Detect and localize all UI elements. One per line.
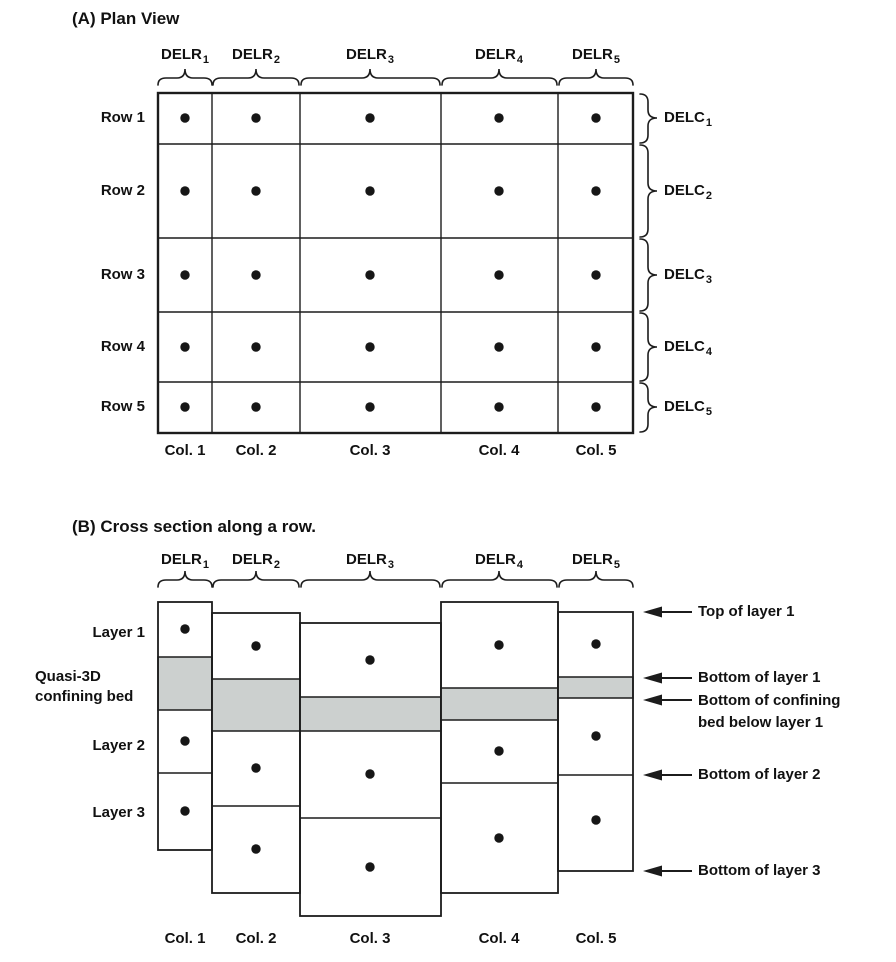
delr-subscript: 4	[516, 559, 523, 571]
node-dot	[251, 270, 260, 279]
node-dot	[180, 624, 189, 633]
node-dot	[180, 402, 189, 411]
delc-brace-1	[640, 94, 657, 143]
delc-base: DELC	[664, 338, 705, 355]
delc-label-1	[664, 109, 712, 128]
delr-brace-5	[559, 571, 633, 587]
delr-base: DELR	[346, 551, 387, 568]
delr-label-1	[145, 46, 225, 65]
node-dot	[591, 113, 600, 122]
delr-label-4	[459, 46, 539, 65]
node-dot	[365, 402, 374, 411]
delr-base: DELR	[232, 551, 273, 568]
layer-3-label: Layer 3	[92, 804, 145, 821]
delr-subscript: 2	[273, 54, 280, 66]
confining-bed-label	[35, 667, 133, 707]
annotation-arrows	[643, 607, 692, 877]
plan-delr-braces	[158, 69, 633, 85]
delc-label-5	[664, 398, 712, 417]
panel-a-title: (A) Plan View	[72, 9, 180, 28]
delr-subscript: 5	[613, 559, 620, 571]
node-dot	[494, 113, 503, 122]
cross-columns	[158, 602, 633, 916]
delr-brace-3	[301, 69, 440, 85]
cross-col-label-3: Col. 3	[349, 930, 391, 947]
confining-bed-label-line2: confining bed	[35, 688, 134, 705]
delc-subscript: 5	[705, 406, 712, 418]
delc-brace-4	[640, 313, 657, 381]
delr-base: DELR	[572, 46, 613, 63]
arrow-head-icon	[643, 607, 662, 618]
node-dot	[365, 655, 374, 664]
delr-subscript: 5	[613, 54, 620, 66]
node-dot	[251, 844, 260, 853]
delc-brace-3	[640, 239, 657, 311]
delr-brace-2	[213, 69, 299, 85]
node-dot	[591, 402, 600, 411]
arrow-head-icon	[643, 770, 662, 781]
delc-label-3	[664, 266, 712, 285]
node-dot	[365, 862, 374, 871]
node-dot	[365, 769, 374, 778]
node-dot	[365, 270, 374, 279]
node-dot	[365, 186, 374, 195]
node-dot	[180, 270, 189, 279]
node-dot	[494, 833, 503, 842]
delr-label-3	[330, 46, 410, 65]
confining-bed-col4	[441, 688, 558, 720]
node-dot	[591, 270, 600, 279]
confining-bed-label-line1: Quasi-3D	[35, 668, 101, 685]
delc-brace-5	[640, 383, 657, 432]
node-dot	[591, 342, 600, 351]
cross-col-label-5: Col. 5	[575, 930, 617, 947]
delr-subscript: 4	[516, 54, 523, 66]
row-label-1: Row 1	[100, 109, 145, 126]
delc-label-2	[664, 182, 712, 201]
delc-brace-2	[640, 145, 657, 237]
node-dot	[365, 342, 374, 351]
delr-base: DELR	[161, 551, 202, 568]
delr-brace-4	[442, 571, 557, 587]
plan-col-label-1: Col. 1	[164, 442, 206, 459]
annotation-top-of-layer1: Top of layer 1	[698, 603, 795, 620]
node-dot	[251, 186, 260, 195]
delr-label-4	[459, 551, 539, 570]
confining-bed-col5	[558, 677, 633, 698]
node-dot	[180, 113, 189, 122]
plan-col-label-4: Col. 4	[478, 442, 520, 459]
delr-brace-5	[559, 69, 633, 85]
plan-node-dots	[180, 113, 600, 411]
delr-label-2	[216, 46, 296, 65]
plan-col-label-5: Col. 5	[575, 442, 617, 459]
delr-label-2	[216, 551, 296, 570]
node-dot	[251, 402, 260, 411]
node-dot	[591, 731, 600, 740]
confining-bed-col2	[212, 679, 300, 731]
plan-col-label-2: Col. 2	[235, 442, 277, 459]
cross-col-label-4: Col. 4	[478, 930, 520, 947]
delc-subscript: 2	[705, 190, 712, 202]
layer-1-label: Layer 1	[92, 624, 145, 641]
layer-2-label: Layer 2	[92, 737, 145, 754]
node-dot	[365, 113, 374, 122]
delr-base: DELR	[232, 46, 273, 63]
delc-base: DELC	[664, 182, 705, 199]
annotation-bottom-of-confining-line2: bed below layer 1	[698, 714, 824, 731]
row-label-2: Row 2	[100, 182, 145, 199]
node-dot	[251, 763, 260, 772]
delc-base: DELC	[664, 398, 705, 415]
delr-base: DELR	[475, 46, 516, 63]
node-dot	[494, 640, 503, 649]
node-dot	[591, 639, 600, 648]
delr-brace-3	[301, 571, 440, 587]
arrow-head-icon	[643, 866, 662, 877]
node-dot	[251, 113, 260, 122]
node-dot	[494, 402, 503, 411]
delr-subscript: 1	[202, 559, 209, 571]
annotation-bottom-of-confining	[698, 690, 840, 734]
delc-subscript: 4	[705, 346, 712, 358]
node-dot	[494, 342, 503, 351]
row-label-4: Row 4	[100, 338, 145, 355]
delr-label-5	[556, 551, 636, 570]
cross-delr-braces	[158, 571, 633, 587]
node-dot	[180, 806, 189, 815]
node-dot	[591, 186, 600, 195]
annotation-bottom-of-layer3: Bottom of layer 3	[698, 862, 821, 879]
node-dot	[251, 342, 260, 351]
delc-base: DELC	[664, 266, 705, 283]
plan-grid	[158, 93, 633, 433]
delr-subscript: 3	[387, 54, 394, 66]
delr-base: DELR	[161, 46, 202, 63]
annotation-bottom-of-layer1: Bottom of layer 1	[698, 669, 821, 686]
node-dot	[180, 342, 189, 351]
node-dot	[591, 815, 600, 824]
node-dot	[180, 186, 189, 195]
delc-subscript: 3	[705, 274, 712, 286]
cross-column-5-outline	[558, 612, 633, 871]
delr-base: DELR	[572, 551, 613, 568]
node-dot	[494, 186, 503, 195]
arrow-head-icon	[643, 673, 662, 684]
node-dot	[494, 270, 503, 279]
cross-col-label-2: Col. 2	[235, 930, 277, 947]
delr-subscript: 2	[273, 559, 280, 571]
panel-b-title: (B) Cross section along a row.	[72, 517, 317, 536]
cross-col-label-1: Col. 1	[164, 930, 206, 947]
plan-delc-braces	[640, 94, 657, 432]
delr-base: DELR	[346, 46, 387, 63]
delc-base: DELC	[664, 109, 705, 126]
arrow-head-icon	[643, 695, 662, 706]
delr-label-3	[330, 551, 410, 570]
annotation-bottom-of-confining-line1: Bottom of confining	[698, 692, 841, 709]
delr-brace-1	[158, 571, 212, 587]
annotation-bottom-of-layer2: Bottom of layer 2	[698, 766, 821, 783]
delr-brace-4	[442, 69, 557, 85]
cross-node-dots	[180, 624, 600, 871]
delr-brace-1	[158, 69, 212, 85]
delr-base: DELR	[475, 551, 516, 568]
confining-bed-col1	[158, 657, 212, 710]
delr-label-1	[145, 551, 225, 570]
confining-bed-col3	[300, 697, 441, 731]
plan-col-label-3: Col. 3	[349, 442, 391, 459]
delr-subscript: 1	[202, 54, 209, 66]
node-dot	[251, 641, 260, 650]
node-dot	[180, 736, 189, 745]
row-label-3: Row 3	[100, 266, 145, 283]
delr-subscript: 3	[387, 559, 394, 571]
delc-subscript: 1	[705, 117, 712, 129]
delr-brace-2	[213, 571, 299, 587]
delr-label-5	[556, 46, 636, 65]
delc-label-4	[664, 338, 712, 357]
row-label-5: Row 5	[100, 398, 145, 415]
node-dot	[494, 746, 503, 755]
